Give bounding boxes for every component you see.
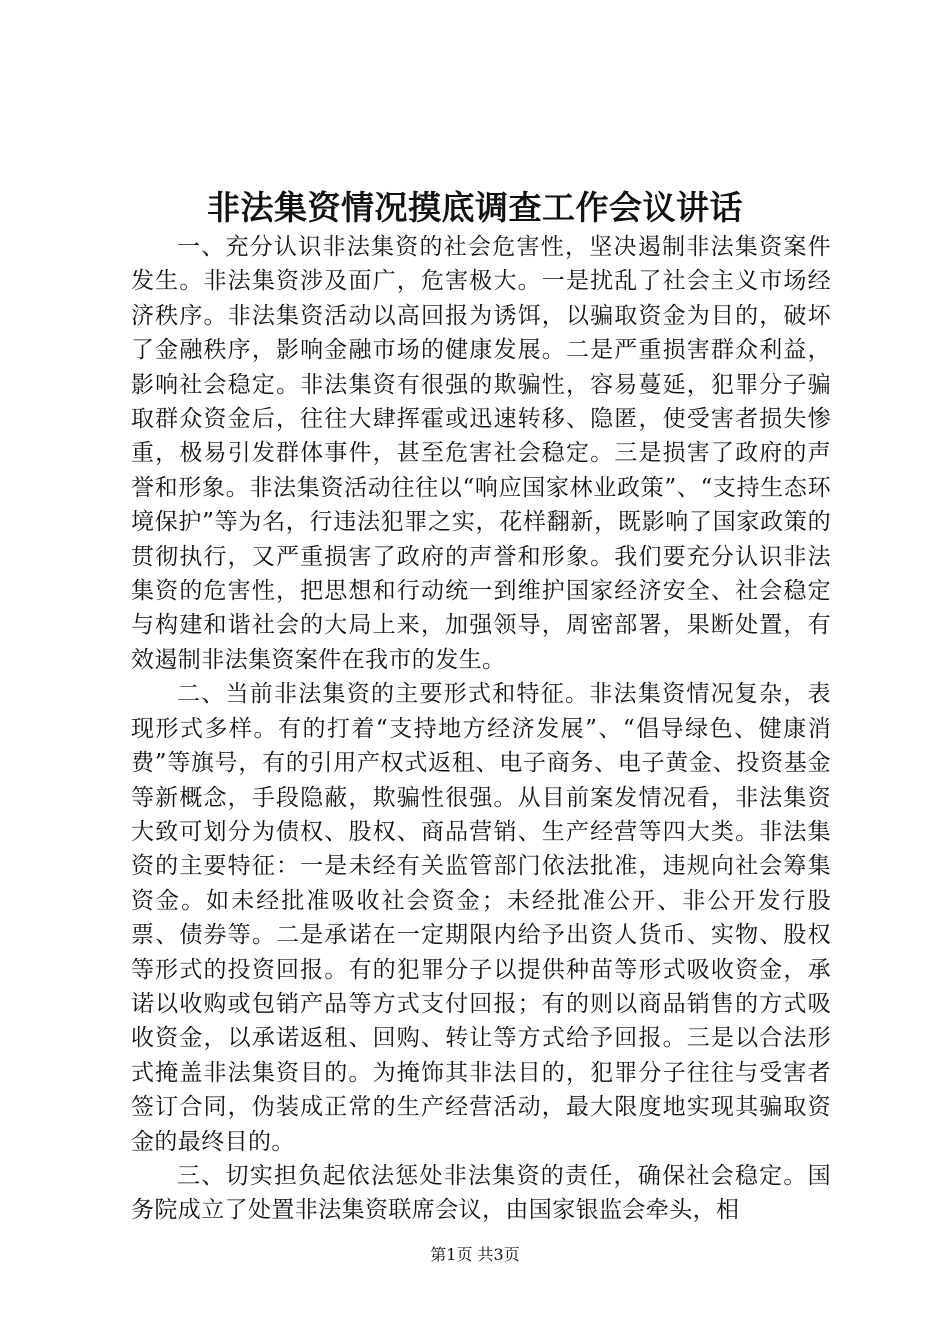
document-body (131, 230, 831, 1228)
paragraph-2: 二、当前非法集资的主要形式和特征。非法集资情况复杂，表现形式多样。有的打着“支持地方经济发展”、“倡导绿色、健康消费”等旗号，有的引用产权式返租、电子商务、电子黄金、投资基金等新概念，手段隐蔽，欺骗性很强。从目前案发情况看，非法集资大致可划分为债权、股权、商品营销、生产经营等四大类。非法集资的主要特征：一是未经有关监管部门依法批准，违规向社会筹集资金。如未经批准吸收社会资金；未经批准公开、非公开发行股票、债券等。二是承诺在一定期限内给予出资人货币、实物、股权等形式的投资回报。有的犯罪分子以提供种苗等形式吸收资金，承诺以收购或包销产品等方式支付回报；有的则以商品销售的方式吸收资金，以承诺返租、回购、转让等方式给予回报。三是以合法形式掩盖非法集资目的。为掩饰其非法目的，犯罪分子往往与受害者签订合同，伪装成正常的生产经营活动，最大限度地实现其骗取资金的最终目的。 (131, 681, 831, 1155)
paragraph-3: 三、切实担负起依法惩处非法集资的责任，确保社会稳定。国务院成立了处置非法集资联席会议，由国家银监会牵头，相 (131, 1162, 831, 1224)
paragraph-1: 一、充分认识非法集资的社会危害性，坚决遏制非法集资案件发生。非法集资涉及面广，危害极大。一是扰乱了社会主义市场经济秩序。非法集资活动以高回报为诱饵，以骗取资金为目的，破坏了金融秩序，影响金融市场的健康发展。二是严重损害群众利益，影响社会稳定。非法集资有很强的欺骗性，容易蔓延，犯罪分子骗取群众资金后，往往大肆挥霍或迅速转移、隐匿，使受害者损失惨重，极易引发群体事件，甚至危害社会稳定。三是损害了政府的声誉和形象。非法集资活动往往以“响应国家林业政策”、“支持生态环境保护”等为名，行违法犯罪之实，花样翻新，既影响了国家政策的贯彻执行，又严重损害了政府的声誉和形象。我们要充分认识非法集资的危害性，把思想和行动统一到维护国家经济安全、社会稳定与构建和谐社会的大局上来，加强领导，周密部署，果断处置，有效遏制非法集资案件在我市的发生。 (131, 234, 831, 673)
document-title: 非法集资情况摸底调查工作会议讲话 (207, 188, 743, 227)
page-footer: 第1页 共3页 (430, 1245, 520, 1264)
